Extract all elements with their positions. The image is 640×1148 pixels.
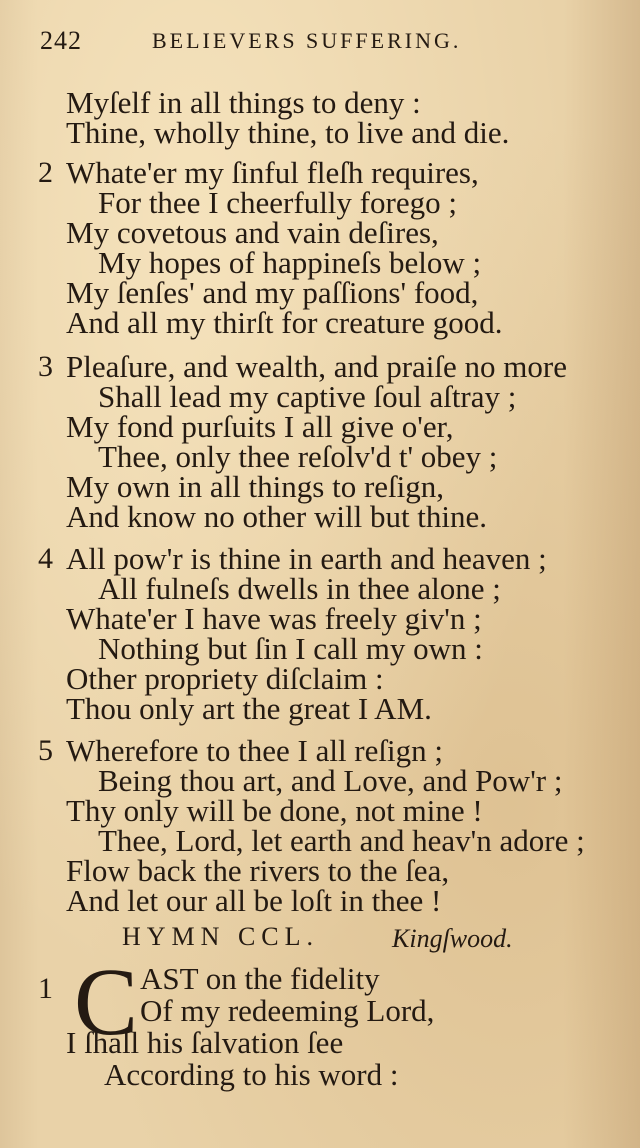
verse-line: Being thou art, and Love, and Pow'r ;	[98, 763, 563, 798]
verse-line: Nothing but ſin I call my own :	[98, 631, 483, 666]
verse-line: Shall lead my captive ſoul aſtray ;	[98, 379, 517, 414]
verse-line: My covetous and vain deſires,	[66, 215, 439, 250]
verse-number: 5	[38, 734, 53, 767]
hymn-title: HYMN CCL.	[122, 922, 320, 951]
verse-line: Thy only will be done, not mine !	[66, 793, 483, 828]
drop-cap: C	[74, 948, 139, 1055]
verse-line: My own in all things to reſign,	[66, 469, 445, 504]
verse-line: Thou only art the great I AM.	[66, 691, 432, 726]
verse-number: 3	[38, 350, 53, 383]
verse-line: My ſenſes' and my paſſions' food,	[66, 275, 479, 310]
verse-line: Flow back the rivers to the ſea,	[66, 853, 450, 888]
verse-line: Of my redeeming Lord,	[140, 993, 435, 1028]
verse-number: 1	[38, 972, 53, 1005]
verse-line: I ſhall his ſalvation ſee	[66, 1025, 344, 1060]
page-number: 242	[40, 26, 82, 55]
hymn-tune-name: Kingſwood.	[392, 924, 513, 953]
running-head: BELIEVERS SUFFERING.	[152, 28, 462, 53]
verse-line: Whate'er I have was freely giv'n ;	[66, 601, 482, 636]
verse-line: All pow'r is thine in earth and heaven ;	[66, 541, 547, 576]
verse-line: Thee, Lord, let earth and heav'n adore ;	[98, 823, 585, 858]
verse-line: Other propriety diſclaim :	[66, 661, 384, 696]
verse-line: Whate'er my ſinful fleſh requires,	[66, 155, 479, 190]
verse-line: AST on the fidelity	[140, 961, 380, 996]
verse-number: 2	[38, 156, 53, 189]
verse-line: And let our all be loſt in thee !	[66, 883, 442, 918]
verse-line: My hopes of happineſs below ;	[98, 245, 482, 280]
verse-line: And know no other will but thine.	[66, 499, 488, 534]
verse-line: All fulneſs dwells in thee alone ;	[98, 571, 501, 606]
verse-line: My fond purſuits I all give o'er,	[66, 409, 454, 444]
verse-line: Pleaſure, and wealth, and praiſe no more	[66, 349, 567, 384]
verse-line: According to his word :	[104, 1057, 399, 1092]
verse-number: 4	[38, 542, 53, 575]
verse-line: Thee, only thee reſolv'd t' obey ;	[98, 439, 498, 474]
verse-line: For thee I cheerfully forego ;	[98, 185, 457, 220]
verse-line: Myſelf in all things to deny :	[66, 85, 421, 120]
page-header	[40, 26, 600, 62]
verse-line: Thine, wholly thine, to live and die.	[66, 115, 510, 150]
verse-line: Wherefore to thee I all reſign ;	[66, 733, 443, 768]
verse-line: And all my thirſt for creature good.	[66, 305, 503, 340]
